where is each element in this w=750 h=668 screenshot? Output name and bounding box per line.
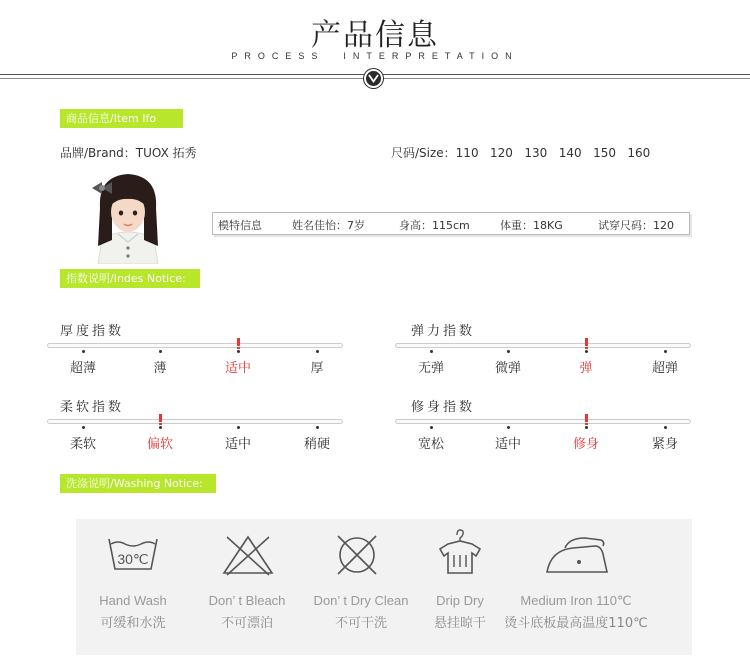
wash-label-cn: 悬挂晾干 (433, 616, 487, 631)
wash-label-cn: 烫斗底板最高温度110℃ (504, 616, 648, 631)
wash-label-cn: 不可漂泊 (220, 616, 274, 631)
wash-label-cn: 可缓和水洗 (100, 616, 166, 631)
exclamation-marker-icon (585, 338, 588, 349)
index-scale-track (47, 343, 343, 348)
drip-dry-icon (435, 527, 485, 581)
index-option: 薄 (153, 361, 167, 376)
index-option: 宽松 (417, 437, 445, 452)
size-text: 尺码/Size：110 120 130 140 150 160 (391, 146, 651, 160)
wash-label-en: Medium Iron 110℃ (520, 593, 632, 608)
index-scale-stop (430, 426, 433, 429)
index-scale-stop (316, 426, 319, 429)
index-scale-stop (237, 426, 240, 429)
index-scale-stop (507, 426, 510, 429)
index-option: 适中 (224, 437, 252, 452)
index-option-selected: 弹 (579, 361, 593, 376)
index-option: 稍硬 (303, 437, 331, 452)
index-scale-stop (316, 350, 319, 353)
page-title: 产品信息 (311, 18, 439, 53)
wash-label-en: Don’ t Dry Clean (313, 593, 409, 608)
model-height: 身高：115cm (399, 219, 470, 232)
exclamation-marker-icon (585, 414, 588, 425)
index-scale-stop (664, 426, 667, 429)
no-bleach-icon (221, 533, 275, 581)
wash-label-en: Don’ t Bleach (208, 593, 286, 608)
exclamation-marker-icon (159, 414, 162, 425)
index-scale-stop (430, 350, 433, 353)
model-fit-size: 试穿尺码：120 (598, 219, 674, 232)
item-info-tag: 商品信息/Item Ifo (60, 109, 183, 128)
index-scale-track (395, 343, 691, 348)
index-scale-track (47, 419, 343, 424)
index-scale-stop (237, 350, 240, 353)
hand-wash-icon (107, 535, 159, 579)
model-weight: 体重：18KG (500, 219, 563, 232)
iron-icon (545, 536, 609, 580)
index-option-selected: 偏软 (146, 437, 174, 452)
index-scale-stop (507, 350, 510, 353)
index-scale-track (395, 419, 691, 424)
index-option: 适中 (494, 437, 522, 452)
index-scale-title: 厚度指数 (60, 324, 125, 339)
index-option-selected: 修身 (572, 437, 600, 452)
index-scale-stop (82, 350, 85, 353)
chevron-down-icon (364, 69, 383, 88)
model-label: 模特信息 (218, 219, 262, 232)
brand-text: 品牌/Brand：TUOX 拓秀 (60, 146, 197, 160)
index-option: 超薄 (69, 361, 97, 376)
index-option: 无弹 (417, 361, 445, 376)
index-option: 厚 (310, 361, 324, 376)
index-notice-tag: 指数说明/Indes Notice: (60, 269, 200, 288)
wash-label-cn: 不可干洗 (334, 616, 388, 631)
model-info-box (212, 212, 690, 235)
exclamation-marker-icon (237, 338, 240, 349)
model-name: 姓名佳怡：7岁 (292, 219, 365, 232)
page-subtitle: PROCESS INTERPRETATION (231, 51, 519, 61)
index-scale-stop (159, 426, 162, 429)
wash-temp: 30℃ (117, 551, 149, 567)
index-scale-stop (585, 426, 588, 429)
model-photo (84, 168, 172, 264)
index-scale-stop (585, 350, 588, 353)
washing-notice-tag: 洗涤说明/Washing Notice: (60, 474, 216, 493)
index-scale-stop (159, 350, 162, 353)
no-dry-clean-icon (334, 533, 380, 581)
index-option: 紧身 (651, 437, 679, 452)
index-scale-stop (82, 426, 85, 429)
index-scale-stop (664, 350, 667, 353)
index-scale-title: 弹力指数 (411, 324, 476, 339)
wash-label-en: Hand Wash (99, 593, 167, 608)
index-option: 微弹 (494, 361, 522, 376)
index-option-selected: 适中 (224, 361, 252, 376)
wash-label-en: Drip Dry (436, 593, 484, 608)
index-option: 柔软 (69, 437, 97, 452)
index-scale-title: 修身指数 (411, 400, 476, 415)
index-scale-title: 柔软指数 (60, 400, 125, 415)
index-option: 超弹 (651, 361, 679, 376)
